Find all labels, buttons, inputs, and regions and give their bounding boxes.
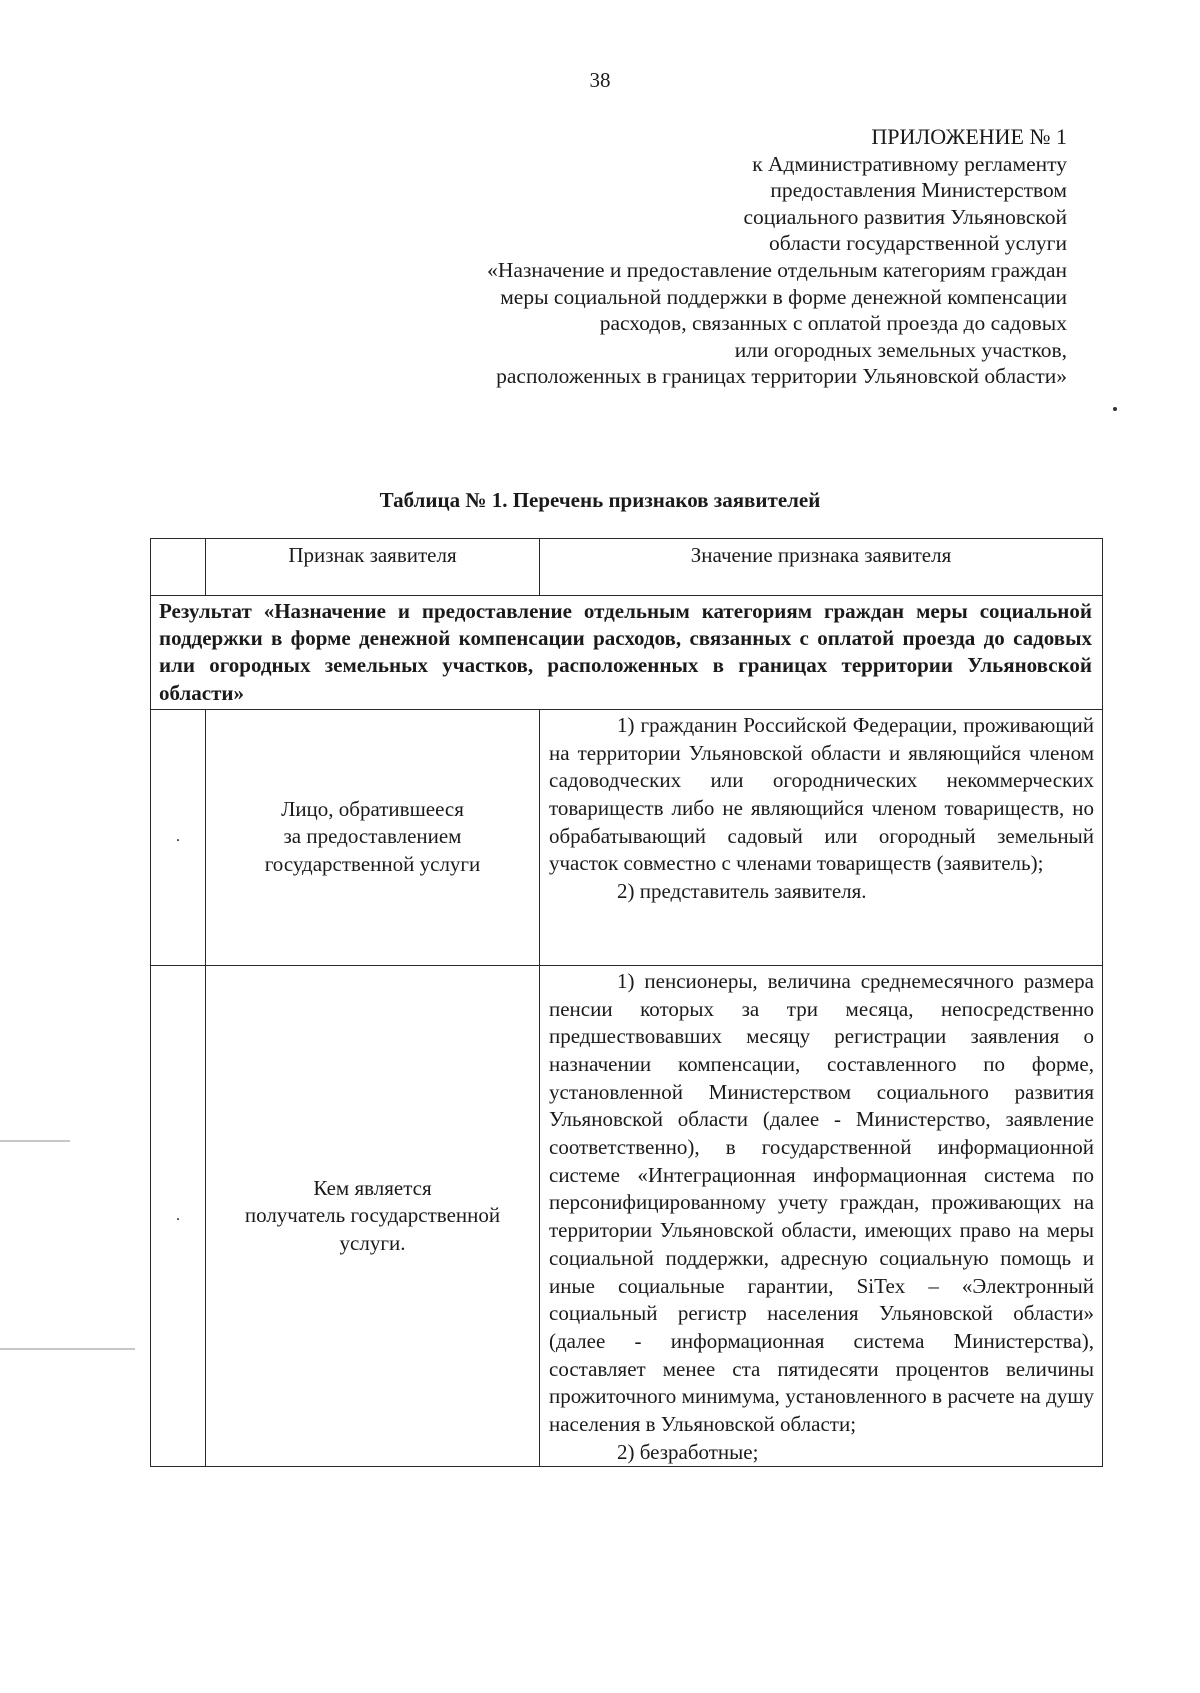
table-row [151, 965, 1103, 1467]
appendix-header [367, 124, 1067, 390]
row-value [540, 965, 1103, 1467]
appendix-line: предоставления Министерством [770, 178, 1067, 203]
scan-artifact [0, 1348, 135, 1350]
appendix-line: расположенных в границах территории Ульяновской области» [496, 364, 1067, 389]
sign-line: Лицо, обратившееся [281, 796, 464, 821]
appendix-line: «Назначение и предоставление отдельным категориям граждан [487, 257, 1067, 282]
scan-dot [1113, 407, 1117, 411]
appendix-line: меры социальной поддержки в форме денежной компенсации [500, 284, 1067, 309]
scan-artifact [0, 1140, 70, 1142]
value-item: 1) гражданин Российской Федерации, проживающий на территории Ульяновской области и являющийся членом садоводческих или огороднических некоммерческих товариществ либо не являющийся членом товариществ, но обрабатывающий садовый или огородный земельный участок совместно с членами товариществ (заявитель); [549, 712, 1094, 876]
row-number: . [151, 709, 206, 965]
appendix-line: области государственной услуги [769, 231, 1067, 256]
applicant-signs-table [150, 538, 1103, 1467]
sign-line: Кем является [313, 1175, 432, 1200]
appendix-line: или огородных земельных участков, [734, 337, 1067, 362]
row-number: . [151, 965, 206, 1467]
value-item: 2) представитель заявителя. [617, 879, 867, 904]
sign-line: за предоставлением [283, 824, 462, 849]
appendix-line: к Административному регламенту [752, 151, 1067, 176]
row-value [540, 709, 1103, 965]
value-item: 1) пенсионеры, величина среднемесячного размера пенсии которых за три месяца, непосредственно предшествовавших месяцу регистрации заявления о назначении компенсации, составленного по форме, установленной Министерством социального развития Ульяновской области (далее - Министерство, заявление соответственно), в государственной информационной системе «Интеграционная информационная система по персонифицированному учету граждан, проживающих на территории Ульяновской области, имеющих право на меры социальной поддержки, адресную социальную помощь и иные социальные гарантии, SiTex – «Электронный социальный регистр населения Ульяновской области» (далее - информационная система Министерства), составляет менее ста пятидесяти процентов величины прожиточного минимума, установленного в расчете на душу населения в Ульяновской области; [549, 968, 1094, 1437]
table-row [151, 709, 1103, 965]
result-row [151, 596, 1103, 710]
sign-line: получатель государственной [244, 1203, 501, 1228]
table-title: Таблица № 1. Перечень признаков заявителей [379, 488, 821, 512]
appendix-line: социального развития Ульяновской [743, 204, 1067, 229]
appendix-title: ПРИЛОЖЕНИЕ № 1 [871, 124, 1067, 149]
appendix-line: расходов, связанных с оплатой проезда до садовых [599, 311, 1067, 336]
page-number: 38 [589, 68, 611, 92]
header-num [151, 539, 206, 596]
table-header-row [151, 539, 1103, 596]
header-sign: Признак заявителя [206, 539, 540, 596]
sign-line: государственной услуги [264, 852, 481, 877]
row-sign [206, 709, 540, 965]
value-item: 2) безработные; [617, 1439, 759, 1464]
sign-line: услуги. [339, 1230, 406, 1255]
header-value: Значение признака заявителя [540, 539, 1103, 596]
row-sign [206, 965, 540, 1467]
result-cell: Результат «Назначение и предоставление отдельным категориям граждан меры социальной поддержки в форме денежной компенсации расходов, связанных с оплатой проезда до садовых или огородных земельных участков, расположенных в границах территории Ульяновской области» [151, 596, 1103, 710]
